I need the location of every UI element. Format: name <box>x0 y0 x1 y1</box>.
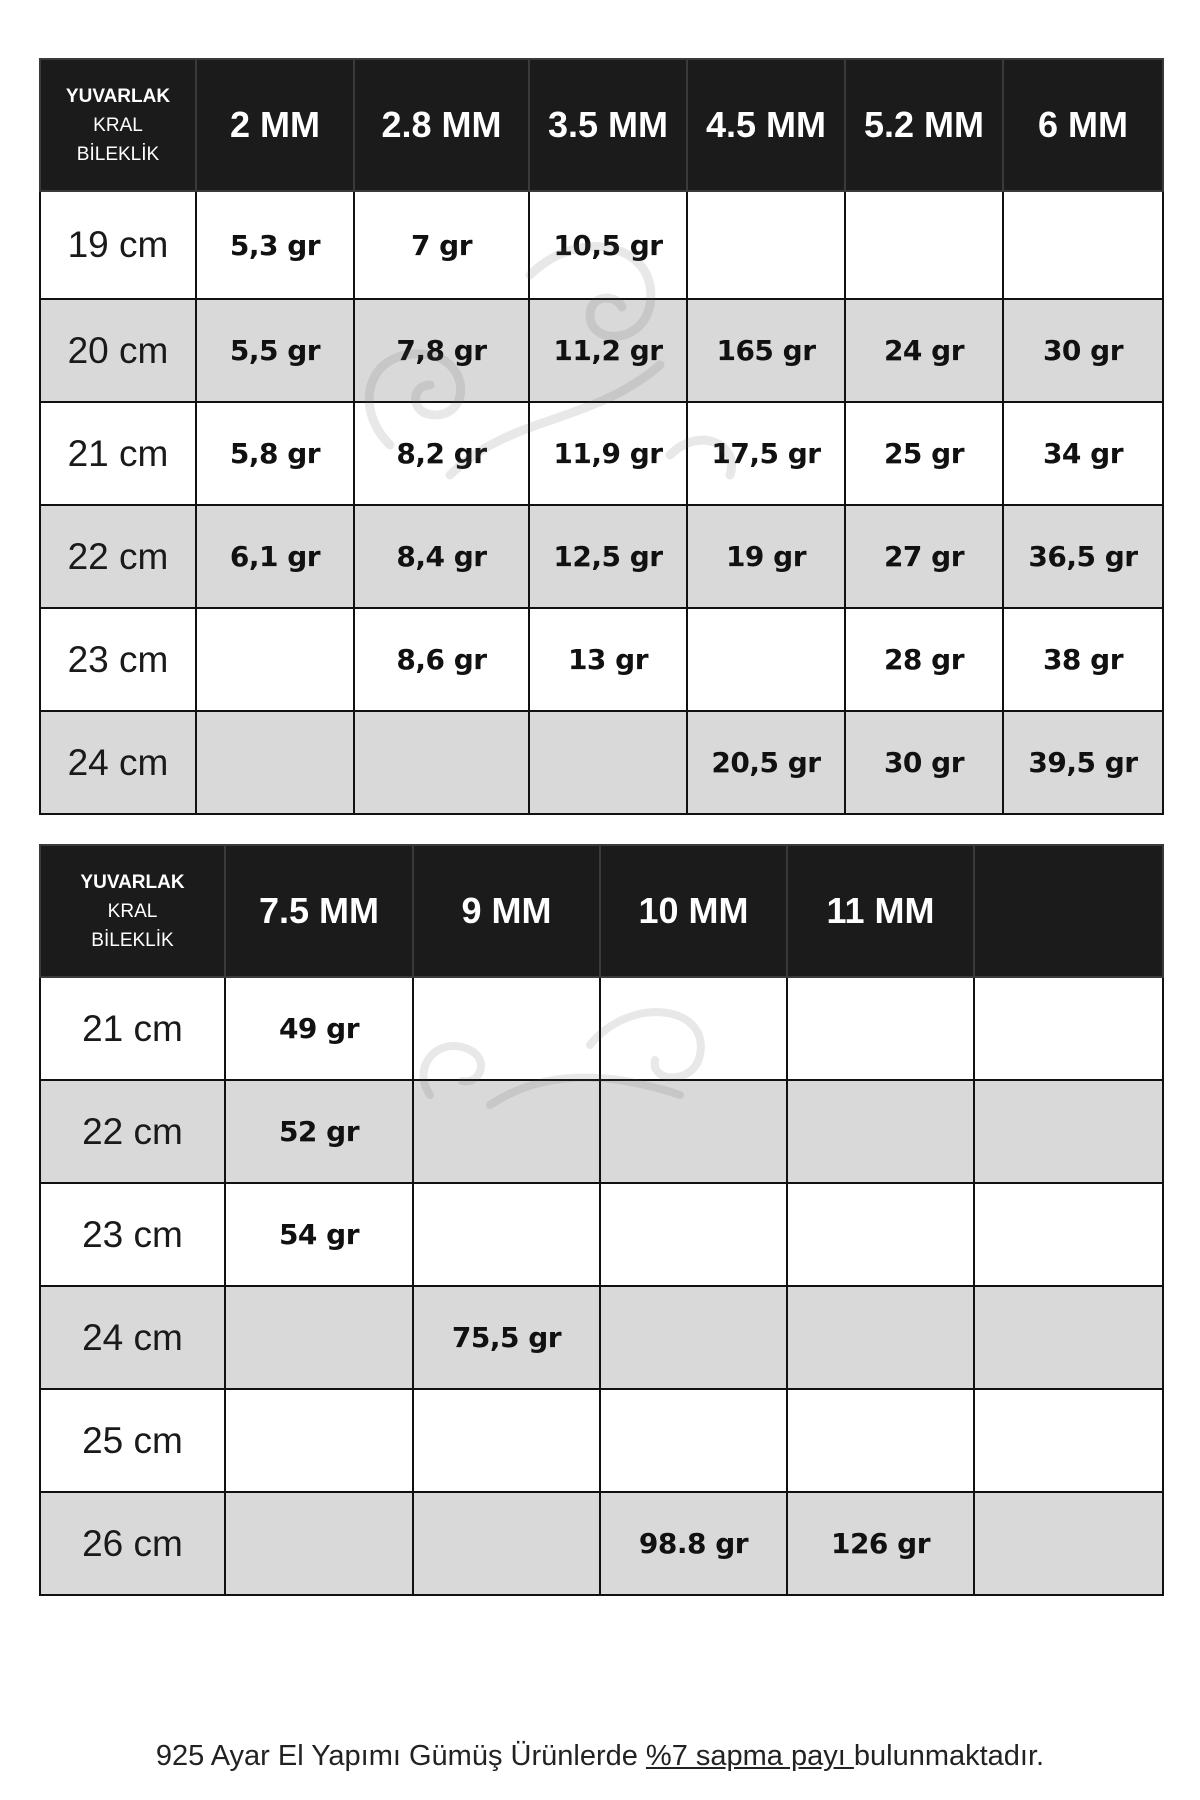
table-row <box>40 977 1163 1080</box>
weight-cell <box>413 1080 600 1183</box>
weight-cell <box>413 1389 600 1492</box>
weight-cell: 54 gr <box>225 1183 413 1286</box>
weight-cell <box>600 977 787 1080</box>
row-size-label: 26 cm <box>40 1492 225 1595</box>
footer-note <box>0 1740 1200 1773</box>
weight-cell <box>354 711 529 814</box>
corner-label-line: YUVARLAK <box>80 871 185 893</box>
weight-cell <box>974 1389 1163 1492</box>
weight-cell: 30 gr <box>1003 299 1163 402</box>
table-row <box>40 1183 1163 1286</box>
weight-cell: 17,5 gr <box>687 402 845 505</box>
weight-cell <box>413 1492 600 1595</box>
weight-cell <box>225 1492 413 1595</box>
table-row <box>40 505 1163 608</box>
row-size-label: 22 cm <box>40 1080 225 1183</box>
footer-note-suffix: bulunmaktadır. <box>853 1740 1045 1772</box>
corner-label-line: BİLEKLİK <box>76 143 160 165</box>
weight-cell: 75,5 gr <box>413 1286 600 1389</box>
weight-cell: 20,5 gr <box>687 711 845 814</box>
footer-note-tolerance: %7 sapma payı <box>645 1740 854 1772</box>
weight-cell: 49 gr <box>225 977 413 1080</box>
weight-cell: 5,3 gr <box>196 191 354 299</box>
weight-cell: 19 gr <box>687 505 845 608</box>
weight-cell <box>974 1286 1163 1389</box>
weight-cell <box>600 1286 787 1389</box>
column-header: 9 MM <box>413 845 600 977</box>
weight-cell <box>600 1080 787 1183</box>
weight-cell: 28 gr <box>845 608 1003 711</box>
weight-cell: 11,2 gr <box>529 299 687 402</box>
weight-cell: 7 gr <box>354 191 529 299</box>
weight-cell: 52 gr <box>225 1080 413 1183</box>
weight-cell: 165 gr <box>687 299 845 402</box>
weight-cell: 11,9 gr <box>529 402 687 505</box>
weight-cell <box>974 1183 1163 1286</box>
weight-cell: 13 gr <box>529 608 687 711</box>
bracelet-weight-table-1 <box>39 58 1164 815</box>
corner-label-line: BİLEKLİK <box>91 929 174 951</box>
table-row <box>40 299 1163 402</box>
weight-cell <box>787 977 974 1080</box>
weight-cell <box>196 608 354 711</box>
weight-cell <box>845 191 1003 299</box>
corner-label-line: KRAL <box>93 114 143 136</box>
weight-cell: 6,1 gr <box>196 505 354 608</box>
weight-cell <box>225 1286 413 1389</box>
table-header-row <box>40 59 1163 191</box>
row-size-label: 23 cm <box>40 1183 225 1286</box>
bracelet-weight-table-2 <box>39 844 1164 1596</box>
row-size-label: 25 cm <box>40 1389 225 1492</box>
weight-cell: 27 gr <box>845 505 1003 608</box>
footer-note-prefix: 925 Ayar El Yapımı Gümüş Ürünlerde <box>155 1740 646 1772</box>
column-header: 7.5 MM <box>225 845 413 977</box>
row-size-label: 22 cm <box>40 505 196 608</box>
weight-cell <box>787 1183 974 1286</box>
weight-cell: 38 gr <box>1003 608 1163 711</box>
weight-cell: 98.8 gr <box>600 1492 787 1595</box>
weight-cell: 8,6 gr <box>354 608 529 711</box>
weight-cell <box>974 1492 1163 1595</box>
weight-cell <box>600 1183 787 1286</box>
column-header: 4.5 MM <box>687 59 845 191</box>
weight-cell: 8,2 gr <box>354 402 529 505</box>
weight-cell <box>687 191 845 299</box>
weight-cell <box>787 1286 974 1389</box>
weight-cell <box>1003 191 1163 299</box>
column-header: 3.5 MM <box>529 59 687 191</box>
weight-cell <box>687 608 845 711</box>
column-header: 5.2 MM <box>845 59 1003 191</box>
table-row <box>40 608 1163 711</box>
table-row <box>40 1080 1163 1183</box>
weight-cell: 34 gr <box>1003 402 1163 505</box>
weight-cell: 10,5 gr <box>529 191 687 299</box>
corner-label-line: KRAL <box>107 900 158 922</box>
weight-cell: 36,5 gr <box>1003 505 1163 608</box>
weight-cell <box>196 711 354 814</box>
weight-cell: 7,8 gr <box>354 299 529 402</box>
column-header <box>974 845 1163 977</box>
table-row <box>40 711 1163 814</box>
row-size-label: 24 cm <box>40 1286 225 1389</box>
weight-cell: 5,5 gr <box>196 299 354 402</box>
table-row <box>40 1389 1163 1492</box>
row-size-label: 20 cm <box>40 299 196 402</box>
weight-cell: 24 gr <box>845 299 1003 402</box>
table-row <box>40 402 1163 505</box>
weight-cell: 39,5 gr <box>1003 711 1163 814</box>
weight-cell: 5,8 gr <box>196 402 354 505</box>
weight-cell <box>974 977 1163 1080</box>
table-corner-label <box>40 845 225 977</box>
row-size-label: 23 cm <box>40 608 196 711</box>
weight-cell: 30 gr <box>845 711 1003 814</box>
row-size-label: 19 cm <box>40 191 196 299</box>
weight-cell <box>974 1080 1163 1183</box>
weight-cell <box>529 711 687 814</box>
weight-cell: 25 gr <box>845 402 1003 505</box>
table-corner-label <box>40 59 196 191</box>
row-size-label: 24 cm <box>40 711 196 814</box>
weight-cell: 12,5 gr <box>529 505 687 608</box>
weight-cell <box>787 1389 974 1492</box>
column-header: 6 MM <box>1003 59 1163 191</box>
table-row <box>40 1492 1163 1595</box>
column-header: 2 MM <box>196 59 354 191</box>
corner-label-line: YUVARLAK <box>65 85 171 107</box>
weight-cell: 8,4 gr <box>354 505 529 608</box>
row-size-label: 21 cm <box>40 977 225 1080</box>
column-header: 11 MM <box>787 845 974 977</box>
column-header: 10 MM <box>600 845 787 977</box>
weight-cell: 126 gr <box>787 1492 974 1595</box>
weight-cell <box>787 1080 974 1183</box>
weight-cell <box>413 977 600 1080</box>
weight-cell <box>225 1389 413 1492</box>
table-row <box>40 1286 1163 1389</box>
weight-cell <box>600 1389 787 1492</box>
weight-cell <box>413 1183 600 1286</box>
row-size-label: 21 cm <box>40 402 196 505</box>
column-header: 2.8 MM <box>354 59 529 191</box>
table-header-row <box>40 845 1163 977</box>
table-row <box>40 191 1163 299</box>
